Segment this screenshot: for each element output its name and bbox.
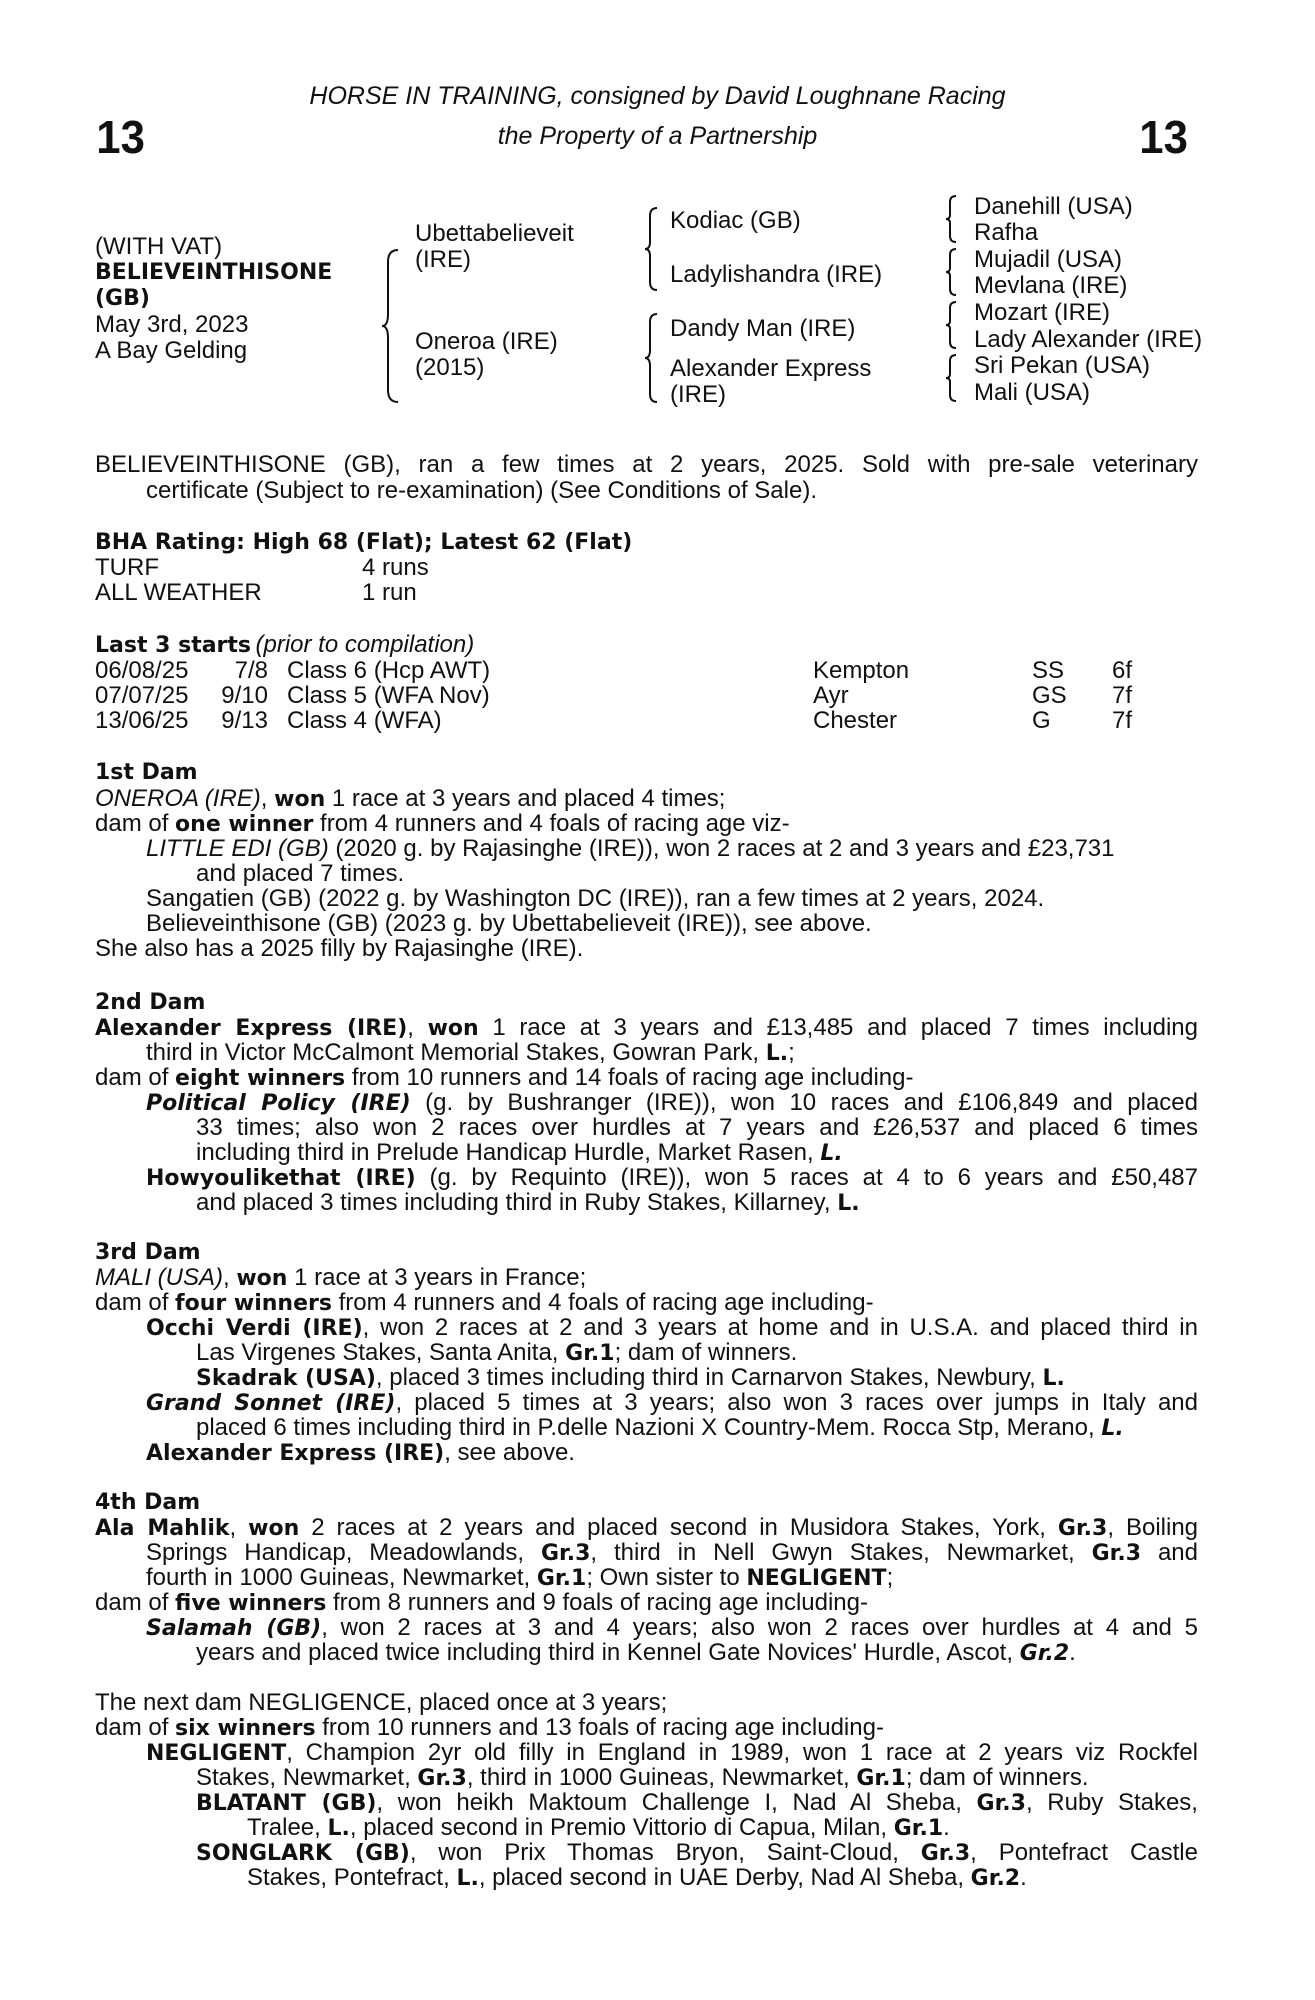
- grade-label: Gr.3: [417, 1766, 467, 1791]
- produce-name: Howyoulikethat (IRE): [146, 1166, 416, 1191]
- separator: ,: [229, 1514, 249, 1541]
- horse-name: BELIEVEINTHISONE: [95, 260, 333, 285]
- start-course: Kempton: [813, 657, 910, 684]
- produce-line: Believeinthisone (GB) (2023 g. by Ubettabelieveit (IRE)), see above.: [146, 910, 872, 937]
- foaling-date: May 3rd, 2023: [95, 311, 249, 338]
- text: Springs Handicap, Meadowlands,: [146, 1539, 541, 1566]
- pedigree-brace-sire: [644, 206, 660, 292]
- last-starts-heading: [95, 632, 474, 658]
- produce-line: [146, 1165, 1198, 1192]
- horse-description: A Bay Gelding: [95, 337, 248, 364]
- produce-line: [196, 1140, 843, 1167]
- lot-number-right: 13: [1139, 111, 1188, 163]
- grandsire-paternal: Kodiac (GB): [670, 207, 801, 234]
- rating-surface: ALL WEATHER: [95, 579, 262, 606]
- winner-count: five winners: [175, 1591, 327, 1616]
- summary-line: BELIEVEINTHISONE (GB), ran a few times at 2 years, 2025. Sold with pre-sale veterinary: [95, 451, 1198, 478]
- great-grandparent-6: Lady Alexander (IRE): [974, 326, 1203, 353]
- pedigree-brace-main: [380, 248, 402, 404]
- produce-line: 33 times; also won 2 races over hurdles at 7 years and £26,537 and placed 6 times: [196, 1114, 1198, 1141]
- produce-line: [196, 1190, 860, 1217]
- text: dam of: [95, 1289, 176, 1316]
- grade-label: Gr.1: [565, 1341, 615, 1366]
- text: third in Victor McCalmont Memorial Stakes, Gowran Park,: [146, 1039, 766, 1066]
- produce-note: She also has a 2025 filly by Rajasinghe (IRE).: [95, 935, 584, 962]
- text: from 8 runners and 9 foals of racing age including-: [326, 1589, 868, 1616]
- winner-count: eight winners: [175, 1066, 346, 1091]
- great-grandparent-2: Rafha: [974, 219, 1039, 246]
- produce-record: , see above.: [444, 1439, 575, 1466]
- grade-label: Gr.1: [856, 1766, 906, 1791]
- dam-line: [146, 1540, 1198, 1567]
- pedigree-brace-dam: [644, 312, 660, 404]
- produce-name: SONGLARK (GB): [196, 1841, 410, 1866]
- text: dam of: [95, 1064, 176, 1091]
- produce-record: , Champion 2yr old filly in England in 1989, won 1 race at 2 years viz Rockfel: [286, 1739, 1198, 1766]
- horse-country: (GB): [95, 286, 150, 311]
- text: , Ruby Stakes,: [1025, 1789, 1198, 1816]
- property-heading: the Property of a Partnership: [497, 122, 818, 150]
- winner-count: six winners: [175, 1716, 316, 1741]
- dam-record: 1 race at 3 years and placed 4 times;: [325, 785, 726, 812]
- produce-name: BLATANT (GB): [196, 1791, 377, 1816]
- produce-line: [196, 1840, 1198, 1867]
- start-date: 07/07/25: [95, 682, 189, 709]
- produce-line: [196, 1415, 1124, 1442]
- pedigree-brace-gg3: [945, 300, 959, 350]
- dam-record: 1 race at 3 years in France;: [287, 1264, 587, 1291]
- produce-line: [196, 1790, 1198, 1817]
- produce-line: [196, 1340, 797, 1367]
- text: .: [943, 1814, 950, 1841]
- produce-summary: [95, 1065, 914, 1092]
- winner-count: one winner: [175, 812, 314, 837]
- produce-name: Occhi Verdi (IRE): [146, 1316, 363, 1341]
- start-position: 9/13: [221, 707, 268, 734]
- dam-name: ONEROA (IRE): [95, 785, 261, 812]
- rating-runs: 1 run: [362, 579, 417, 606]
- text: including third in Prelude Handicap Hurdle, Market Rasen,: [196, 1139, 821, 1166]
- great-grandparent-5: Mozart (IRE): [974, 299, 1111, 326]
- start-distance: 6f: [1112, 657, 1133, 684]
- produce-line: [146, 1740, 1198, 1767]
- dam-record: 1 race at 3 years and £13,485 and placed 7 times including: [478, 1014, 1198, 1041]
- great-grandparent-1: Danehill (USA): [974, 193, 1133, 220]
- grade-label: Gr.2: [970, 1866, 1021, 1891]
- produce-record: , placed 5 times at 3 years; also won 3 races over jumps in Italy and: [395, 1389, 1198, 1416]
- great-grandparent-4: Mevlana (IRE): [974, 272, 1128, 299]
- dam-line: [95, 1515, 1198, 1542]
- text: , won heikh Maktoum Challenge I, Nad Al Sheba,: [376, 1789, 977, 1816]
- produce-summary: [95, 811, 790, 838]
- start-going: GS: [1032, 682, 1067, 709]
- granddam-maternal-country: (IRE): [670, 381, 726, 408]
- text: Tralee,: [247, 1814, 328, 1841]
- text: , placed second in UAE Derby, Nad Al Sheba,: [478, 1864, 971, 1891]
- text: .: [1069, 1639, 1076, 1666]
- produce-name: Alexander Express (IRE): [146, 1441, 445, 1466]
- text: dam of: [95, 1714, 176, 1741]
- lot-number-left: 13: [96, 111, 145, 163]
- dam-line: [146, 1040, 795, 1067]
- text: from 4 runners and 4 foals of racing age including-: [331, 1289, 874, 1316]
- sire-country: (IRE): [415, 246, 471, 273]
- start-date: 13/06/25: [95, 707, 189, 734]
- sibling-name: NEGLIGENT: [746, 1566, 887, 1591]
- won-label: won: [236, 1266, 288, 1291]
- consignor-heading: HORSE IN TRAINING, consigned by David Loughnane Racing: [309, 82, 1006, 110]
- great-grandparent-3: Mujadil (USA): [974, 246, 1123, 273]
- start-class: Class 6 (Hcp AWT): [287, 657, 491, 684]
- won-label: won: [427, 1016, 479, 1041]
- great-grandparent-7: Sri Pekan (USA): [974, 352, 1151, 379]
- separator: ,: [407, 1014, 428, 1041]
- produce-line: [146, 1390, 1198, 1417]
- grandsire-maternal: Dandy Man (IRE): [670, 315, 856, 342]
- produce-name: Grand Sonnet (IRE): [146, 1391, 396, 1416]
- produce-name: LITTLE EDI (GB): [146, 835, 329, 862]
- granddam-maternal: Alexander Express: [670, 355, 872, 382]
- produce-summary: [95, 1590, 868, 1617]
- produce-summary: [95, 1290, 874, 1317]
- grade-label: Gr.3: [1091, 1541, 1142, 1566]
- start-course: Chester: [813, 707, 898, 734]
- grade-label: Gr.1: [893, 1816, 944, 1841]
- sire-name: Ubettabelieveit: [415, 220, 574, 247]
- last-starts-note: (prior to compilation): [255, 631, 475, 658]
- rating-surface: TURF: [95, 554, 159, 581]
- start-class: Class 5 (WFA Nov): [287, 682, 490, 709]
- start-going: SS: [1032, 657, 1065, 684]
- produce-line: [247, 1815, 950, 1842]
- produce-record: (2020 g. by Rajasinghe (IRE)), won 2 races at 2 and 3 years and £23,731: [328, 835, 1115, 862]
- won-label: won: [274, 787, 326, 812]
- grade-label: L.: [765, 1041, 789, 1066]
- text: placed 6 times including third in P.delle Nazioni X Country-Mem. Rocca Stp, Merano,: [196, 1414, 1102, 1441]
- text: ;: [788, 1039, 795, 1066]
- text: dam of: [95, 1589, 176, 1616]
- start-date: 06/08/25: [95, 657, 189, 684]
- text: fourth in 1000 Guineas, Newmarket,: [146, 1564, 537, 1591]
- dam-line: The next dam NEGLIGENCE, placed once at 3 years;: [95, 1689, 668, 1716]
- text: , placed second in Premio Vittorio di Capua, Milan,: [349, 1814, 894, 1841]
- text: ;: [886, 1564, 894, 1591]
- start-position: 9/10: [221, 682, 268, 709]
- rating-runs: 4 runs: [362, 554, 429, 581]
- grade-label: Gr.3: [1057, 1516, 1108, 1541]
- pedigree-brace-gg1: [945, 194, 959, 244]
- produce-record: , won 2 races at 3 and 4 years; also won 2 races over hurdles at 4 and 5: [321, 1614, 1198, 1641]
- text: , third in Nell Gwyn Stakes, Newmarket,: [590, 1539, 1092, 1566]
- text: from 10 runners and 14 foals of racing age including-: [345, 1064, 914, 1091]
- start-distance: 7f: [1112, 682, 1133, 709]
- grade-label: L.: [456, 1866, 479, 1891]
- grade-label: Gr.2: [1019, 1641, 1070, 1666]
- produce-line: [247, 1865, 1027, 1892]
- pedigree-brace-gg4: [945, 353, 959, 403]
- section-title: 1st Dam: [95, 760, 198, 785]
- text: dam of: [95, 810, 176, 837]
- text: , won Prix Thomas Bryon, Saint-Cloud,: [409, 1839, 921, 1866]
- produce-name: Salamah (GB): [146, 1616, 322, 1641]
- text: from 10 runners and 13 foals of racing age including-: [315, 1714, 884, 1741]
- produce-record: (g. by Bushranger (IRE)), won 10 races and £106,849 and placed: [410, 1089, 1198, 1116]
- dam-year: (2015): [415, 354, 485, 381]
- produce-line: [196, 1365, 1065, 1392]
- won-label: won: [248, 1516, 300, 1541]
- separator: ,: [223, 1264, 237, 1291]
- dam-name: Alexander Express (IRE): [95, 1016, 408, 1041]
- text: , Pontefract Castle: [970, 1839, 1198, 1866]
- dam-line: [146, 1565, 893, 1592]
- produce-line: [146, 1090, 1198, 1117]
- dam-name: MALI (USA): [95, 1264, 224, 1291]
- start-distance: 7f: [1112, 707, 1133, 734]
- grade-label: Gr.3: [540, 1541, 591, 1566]
- produce-line: [196, 1640, 1076, 1667]
- grade-label: L.: [820, 1141, 843, 1166]
- grade-label: L.: [837, 1191, 860, 1216]
- separator: ,: [260, 785, 275, 812]
- dam-line: [95, 1265, 586, 1292]
- text: ; Own sister to: [586, 1564, 747, 1591]
- dam-name: Ala Mahlik: [95, 1516, 230, 1541]
- dam-name: Oneroa (IRE): [415, 328, 558, 355]
- section-title: 4th Dam: [95, 1490, 201, 1515]
- start-course: Ayr: [813, 682, 849, 709]
- produce-summary: [95, 1715, 884, 1742]
- start-going: G: [1032, 707, 1051, 734]
- grade-label: L.: [327, 1816, 350, 1841]
- section-title: 2nd Dam: [95, 990, 206, 1015]
- produce-line: [146, 1315, 1198, 1342]
- produce-record: , won 2 races at 2 and 3 years at home and in U.S.A. and placed third in: [362, 1314, 1198, 1341]
- vat-label: (WITH VAT): [95, 233, 223, 260]
- produce-line: Sangatien (GB) (2022 g. by Washington DC (IRE)), ran a few times at 2 years, 2024.: [146, 885, 1045, 912]
- text: and: [1141, 1539, 1198, 1566]
- produce-record: (g. by Requinto (IRE)), won 5 races at 4 to 6 years and £50,487: [415, 1164, 1198, 1191]
- start-class: Class 4 (WFA): [287, 707, 442, 734]
- summary-line: certificate (Subject to re-examination) (See Conditions of Sale).: [146, 477, 817, 504]
- grade-label: Gr.1: [536, 1566, 587, 1591]
- text: , Boiling: [1107, 1514, 1199, 1541]
- text: ; dam of winners.: [905, 1764, 1089, 1791]
- text: Stakes, Pontefract,: [247, 1864, 457, 1891]
- produce-name: NEGLIGENT: [146, 1741, 287, 1766]
- produce-line: [146, 836, 1115, 862]
- produce-name: Political Policy (IRE): [146, 1091, 411, 1116]
- produce-line: [146, 1615, 1198, 1642]
- rating-title: BHA Rating: High 68 (Flat); Latest 62 (Flat): [95, 530, 633, 555]
- dam-line: [95, 786, 725, 813]
- grade-label: Gr.3: [920, 1841, 971, 1866]
- dam-line: [95, 1015, 1198, 1042]
- dam-record: 2 races at 2 years and placed second in Musidora Stakes, York,: [299, 1514, 1058, 1541]
- winner-count: four winners: [175, 1291, 332, 1316]
- produce-line: [196, 1765, 1089, 1792]
- granddam-paternal: Ladylishandra (IRE): [670, 261, 883, 288]
- produce-record: , placed 3 times including third in Carnarvon Stakes, Newbury,: [375, 1364, 1043, 1391]
- produce-line: [146, 1440, 575, 1467]
- produce-line: and placed 7 times.: [196, 860, 405, 887]
- grade-label: Gr.3: [976, 1791, 1026, 1816]
- text: , third in 1000 Guineas, Newmarket,: [466, 1764, 857, 1791]
- produce-name: Skadrak (USA): [196, 1366, 376, 1391]
- grade-label: L.: [1042, 1366, 1065, 1391]
- text: and placed 3 times including third in Ruby Stakes, Killarney,: [196, 1189, 838, 1216]
- text: ; dam of winners.: [614, 1339, 798, 1366]
- text: Stakes, Newmarket,: [196, 1764, 418, 1791]
- grade-label: L.: [1101, 1416, 1124, 1441]
- section-title: 3rd Dam: [95, 1240, 201, 1265]
- text: years and placed twice including third in Kennel Gate Novices' Hurdle, Ascot,: [196, 1639, 1020, 1666]
- great-grandparent-8: Mali (USA): [974, 379, 1091, 406]
- last-starts-title: Last 3 starts: [95, 633, 252, 658]
- pedigree-brace-gg2: [945, 247, 959, 297]
- text: .: [1020, 1864, 1027, 1891]
- text: Las Virgenes Stakes, Santa Anita,: [196, 1339, 566, 1366]
- start-position: 7/8: [234, 657, 268, 684]
- text: from 4 runners and 4 foals of racing age viz-: [313, 810, 790, 837]
